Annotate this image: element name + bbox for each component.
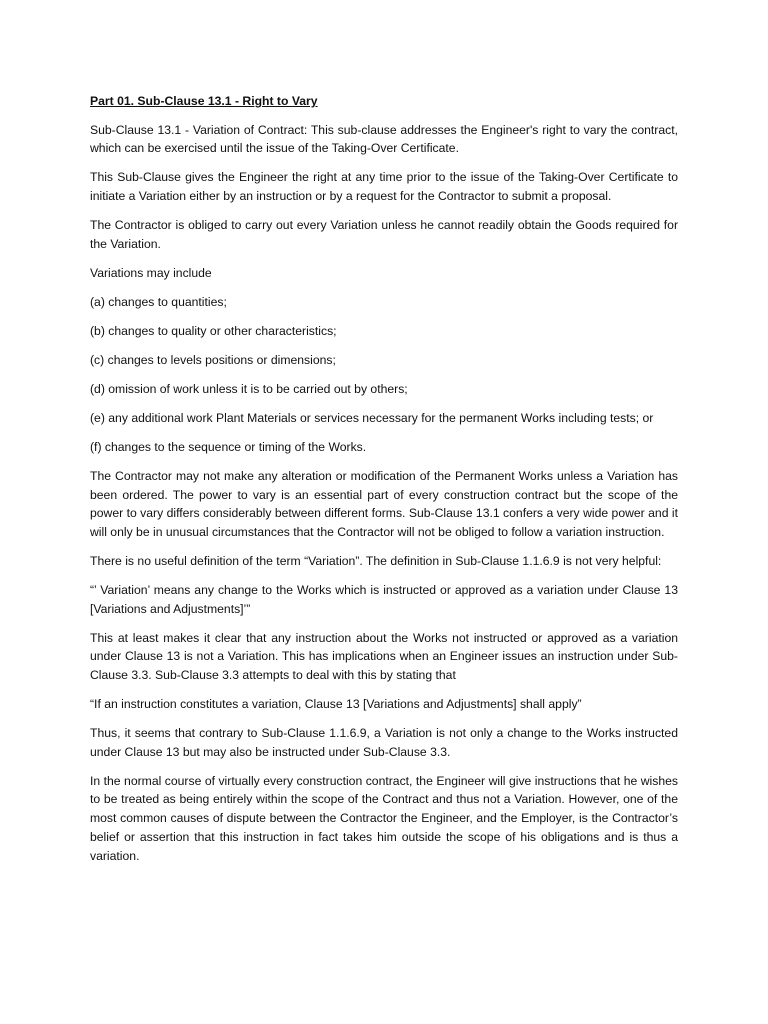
list-item-b: (b) changes to quality or other characteristics; xyxy=(90,323,337,338)
list-item-a: (a) changes to quantities; xyxy=(90,294,227,309)
paragraph-engineer-right: This Sub-Clause gives the Engineer the right at any time prior to the issue of the Taking-Over Certificate to initiate a Variation either by an instruction or by a request for the Contractor to submit a proposal. xyxy=(90,170,678,204)
paragraph-variations-may-include: Variations may include xyxy=(90,265,212,280)
paragraph-contractor-obliged: The Contractor is obliged to carry out every Variation unless he cannot readily obtain the Goods required for the Variation. xyxy=(90,218,678,251)
document-page xyxy=(90,92,678,876)
list-item-e: (e) any additional work Plant Materials or services necessary for the permanent Works including tests; or xyxy=(90,410,654,425)
paragraph-clause-13-implications: This at least makes it clear that any instruction about the Works not instructed or approved as a variation under Clause 13 is not a Variation. This has implications when an Engineer issues an instruction under Sub-Clause 3.3. Sub-Clause 3.3 attempts to deal with this by stating that xyxy=(90,630,678,683)
paragraph-contrary: Thus, it seems that contrary to Sub-Clause 1.1.6.9, a Variation is not only a change to the Works instructed under Clause 13 but may also be instructed under Sub-Clause 3.3. xyxy=(90,726,678,759)
paragraph-no-useful-definition: There is no useful definition of the term “Variation”. The definition in Sub-Clause 1.1.6.9 is not very helpful: xyxy=(90,553,662,568)
list-item-f: (f) changes to the sequence or timing of the Works. xyxy=(90,439,367,454)
paragraph-alteration: The Contractor may not make any alteration or modification of the Permanent Works unless a Variation has been ordered. The power to vary is an essential part of every construction contract but the scope of the power to vary differs considerably between different forms. Sub-Clause 13.1 confers a very wide power and it will only be in unusual circumstances that the Contractor will not be obliged to follow a variation instruction. xyxy=(90,468,678,539)
paragraph-definition-quote: “’ Variation’ means any change to the Works which is instructed or approved as a variation under Clause 13 [Variations and Adjustments]’” xyxy=(90,582,678,616)
list-item-c: (c) changes to levels positions or dimensions; xyxy=(90,352,336,367)
list-item-d: (d) omission of work unless it is to be carried out by others; xyxy=(90,381,408,396)
paragraph-variation-of-contract: Sub-Clause 13.1 - Variation of Contract: This sub-clause addresses the Engineer's right to vary the contract, which can be exercised until the issue of the Taking-Over Certificate. xyxy=(90,122,678,156)
document-heading: Part 01. Sub-Clause 13.1 - Right to Vary xyxy=(90,94,318,108)
paragraph-instruction-quote: “If an instruction constitutes a variation, Clause 13 [Variations and Adjustments] shall apply” xyxy=(90,697,582,712)
paragraph-normal-course: In the normal course of virtually every construction contract, the Engineer will give instructions that he wishes to be treated as being entirely within the scope of the Contract and thus not a Variation. However, one of the most common causes of dispute between the Contractor the Engineer, and the Employer, is the Contractor’s belief or assertion that this instruction in fact takes him outside the scope of his obligations and is thus a variation. xyxy=(90,773,678,863)
